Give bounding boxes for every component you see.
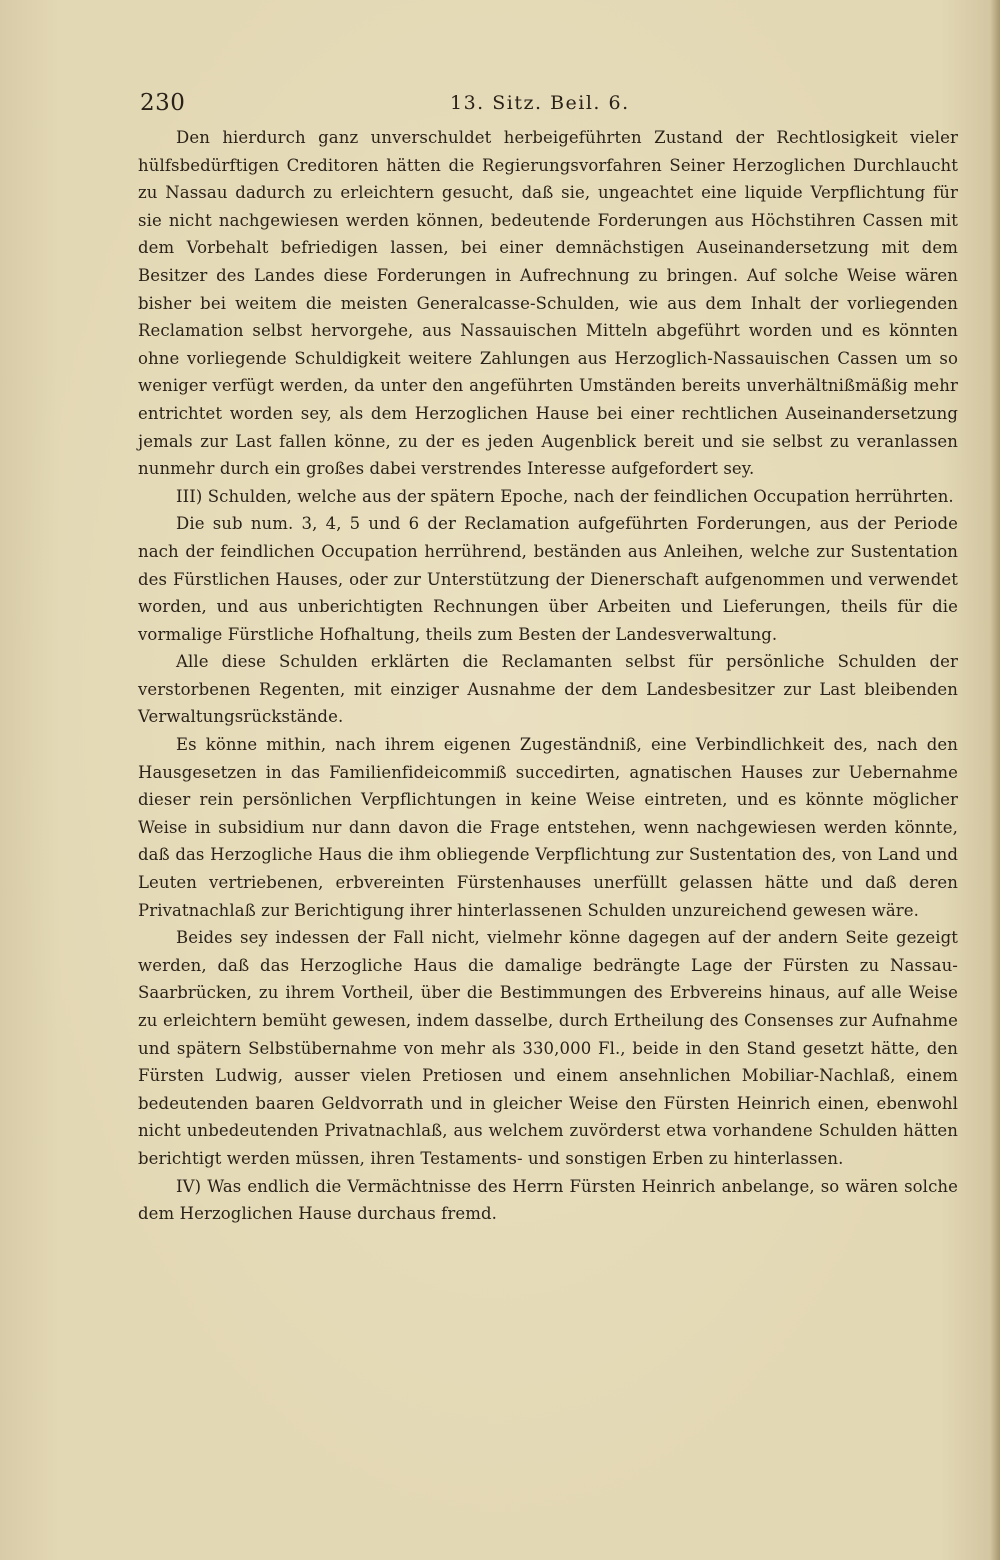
paragraph-sub-num-claims: Die sub num. 3, 4, 5 und 6 der Reclamation aufgeführten Forderungen, aus der Periode nach der feindlichen Occupation herrührend, beständen aus Anleihen, welche zur Sustentation des Fürstlichen Hauses, oder zur Unterstützung der Dienerschaft aufgenommen und verwendet worden, und aus unberichtigten Rechnungen über Arbeiten und Lieferungen, theils für die vormalige Fürstliche Hofhaltung, theils zum Besten der Landesverwaltung.: [138, 514, 958, 644]
paragraph-liability: Es könne mithin, nach ihrem eigenen Zugeständniß, eine Verbindlichkeit des, nach den Hausgesetzen in das Familienfideicommiß succedirten, agnatischen Hauses zur Uebernahme dieser rein persönlichen Verpflichtungen in keine Weise eintreten, und es könnte möglicher Weise in subsidium nur dann davon die Frage entstehen, wenn nachgewiesen werden könnte, daß das Herzogliche Haus die ihm obliegende Verpflichtung zur Sustentation des, von Land und Leuten vertriebenen, erbvereinten Fürstenhauses unerfüllt gelassen hätte und daß deren Privatnachlaß zur Berichtigung ihrer hinterlassenen Schulden unzureichend gewesen wäre.: [138, 735, 958, 920]
page-edge-shadow: [990, 0, 1000, 1560]
page-number: 230: [140, 90, 186, 116]
body-text: [138, 124, 958, 1228]
paragraph-personal-debts: Alle diese Schulden erklärten die Reclamanten selbst für persönliche Schulden der verstorbenen Regenten, mit einziger Ausnahme der dem Landesbesitzer zur Last bleibenden Verwaltungsrückstände.: [138, 652, 958, 727]
paragraph-section-iii-heading: III) Schulden, welche aus der spätern Epoche, nach der feindlichen Occupation herrührten.: [176, 486, 954, 506]
paragraph-creditors: Den hierdurch ganz unverschuldet herbeigeführten Zustand der Rechtlosigkeit vieler hülfsbedürftigen Creditoren hätten die Regierungsvorfahren Seiner Herzoglichen Durchlaucht zu Nassau dadurch zu erleichtern gesucht, daß sie, ungeachtet eine liquide Verpflichtung für sie nicht nachgewiesen werden können, bedeutende Forderungen aus Höchstihren Cassen mit dem Vorbehalt befriedigen lassen, bei einer demnächstigen Auseinandersetzung mit dem Besitzer des Landes diese Forderungen in Aufrechnung zu bringen. Auf solche Weise wären bisher bei weitem die meisten Generalcasse-Schulden, wie aus dem Inhalt der vorliegenden Reclamation selbst hervorgehe, aus Nassauischen Mitteln abgeführt worden und es könnten ohne vorliegende Schuldigkeit weitere Zahlungen aus Herzoglich-Nassauischen Cassen um so weniger verfügt werden, da unter den angeführten Umständen bereits unverhältnißmäßig mehr entrichtet worden sey, als dem Herzoglichen Hause bei einer rechtlichen Auseinandersetzung jemals zur Last fallen könne, zu der es jeden Augenblick bereit und sie selbst zu veranlassen nunmehr durch ein großes dabei verstrendes Interesse aufgefordert sey.: [138, 128, 958, 479]
page-header: [140, 90, 940, 120]
paragraph-counter-argument: Beides sey indessen der Fall nicht, vielmehr könne dagegen auf der andern Seite gezeigt werden, daß das Herzogliche Haus die damalige bedrängte Lage der Fürsten zu Nassau-Saarbrücken, zu ihrem Vortheil, über die Bestimmungen des Erbvereins hinaus, auf alle Weise zu erleichtern bemüht gewesen, indem dasselbe, durch Ertheilung des Consenses zur Aufnahme und spätern Selbstübernahme von mehr als 330,000 Fl., beide in den Stand gesetzt hätte, den Fürsten Ludwig, ausser vielen Pretiosen und einem ansehnlichen Mobiliar-Nachlaß, einem bedeutenden baaren Geldvorrath und in gleicher Weise den Fürsten Heinrich einen, ebenwohl nicht unbedeutenden Privatnachlaß, aus welchem zuvörderst etwa vorhandene Schulden hätten berichtigt werden müssen, ihren Testaments- und sonstigen Erben zu hinterlassen.: [138, 928, 958, 1168]
paragraph-section-iv: IV) Was endlich die Vermächtnisse des Herrn Fürsten Heinrich anbelange, so wären solche dem Herzoglichen Hause durchaus fremd.: [138, 1176, 958, 1224]
running-head: 13. Sitz. Beil. 6.: [450, 92, 630, 114]
